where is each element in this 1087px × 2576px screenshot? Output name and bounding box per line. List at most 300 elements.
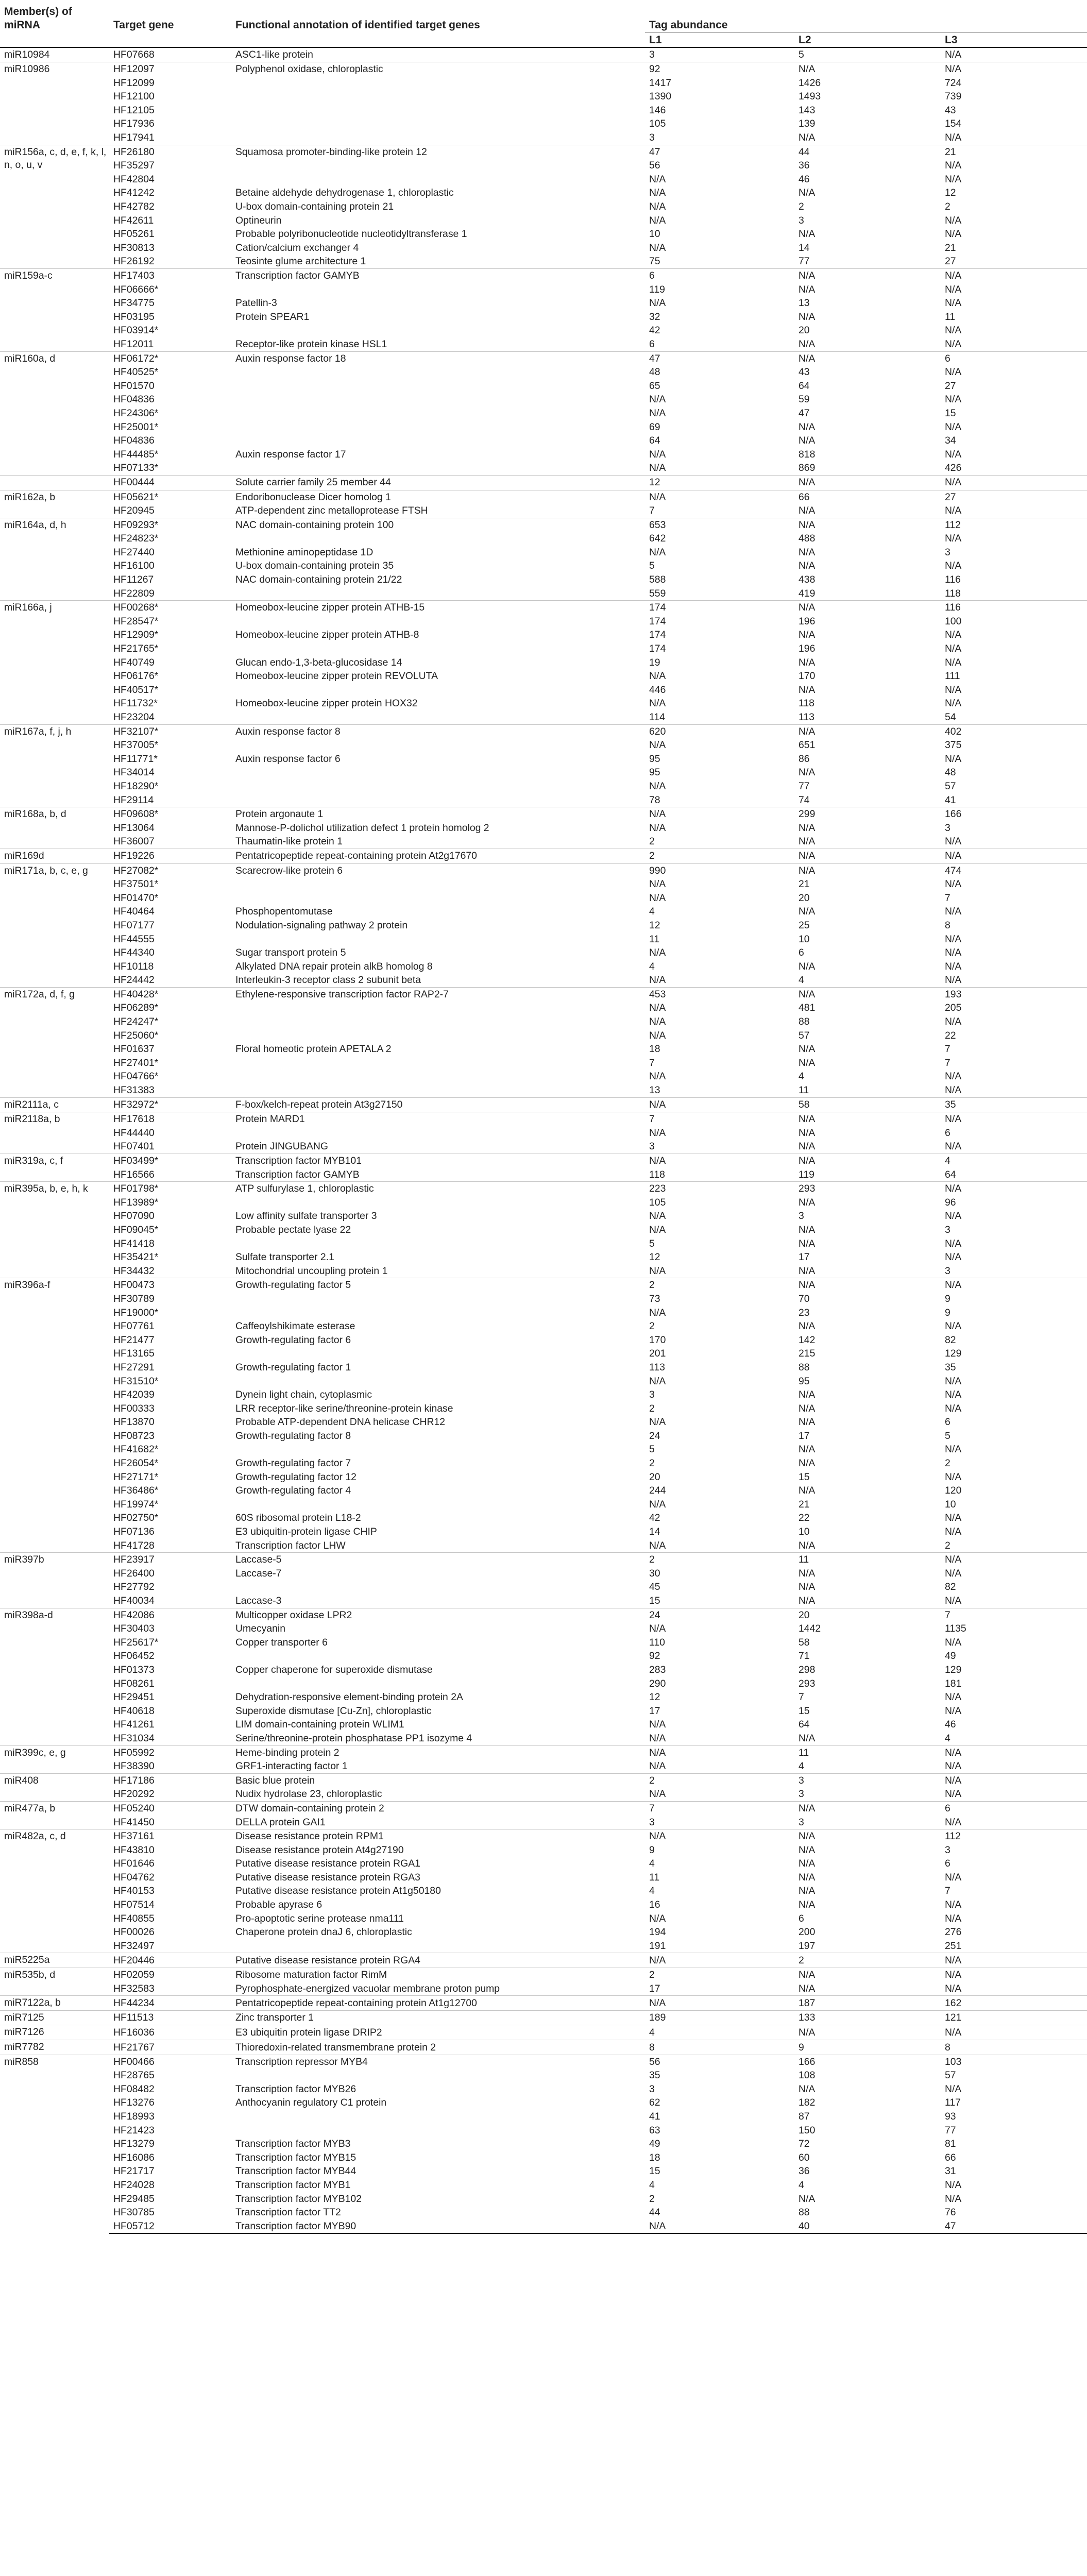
- gene-cell: HF27171*: [113, 1471, 159, 1483]
- gene-cell: HF31510*: [113, 1375, 159, 1387]
- l2-cell: 71: [799, 1650, 810, 1662]
- gene-cell: HF40464: [113, 906, 155, 918]
- l2-cell: N/A: [799, 822, 816, 834]
- table-row: [0, 461, 1087, 475]
- mirna-cell: miR396a-f: [0, 1278, 109, 1553]
- l3-cell: N/A: [945, 1084, 962, 1096]
- gene-cell: HF20292: [113, 1788, 155, 1800]
- annotation-cell: [231, 1292, 645, 1306]
- l3-cell: N/A: [945, 421, 962, 433]
- l1-cell: N/A: [649, 1623, 666, 1635]
- table-row: [0, 1347, 1087, 1361]
- l2-cell: N/A: [799, 1196, 816, 1208]
- l3-cell: 121: [941, 2010, 1087, 2025]
- l1-cell: N/A: [649, 670, 666, 682]
- gene-cell: HF25001*: [113, 421, 159, 433]
- l2-cell: N/A: [794, 269, 941, 283]
- l1-cell: N/A: [649, 1127, 666, 1139]
- annotation-cell: [231, 324, 645, 337]
- gene-cell: HF12011: [113, 338, 154, 350]
- gene-cell: HF00444: [109, 475, 231, 490]
- gene-cell: HF16036: [109, 2025, 231, 2040]
- l2-cell: 142: [799, 1334, 816, 1346]
- l2-cell: 43: [799, 366, 810, 378]
- l3-cell: N/A: [945, 283, 962, 295]
- table-row: [0, 1912, 1087, 1926]
- table-row: [0, 365, 1087, 379]
- gene-cell: HF16086: [113, 2151, 155, 2163]
- annotation-cell: Basic blue protein: [231, 1773, 645, 1787]
- gene-cell: HF27401*: [113, 1057, 159, 1069]
- l3-cell: N/A: [945, 629, 962, 641]
- l1-cell: 56: [649, 160, 660, 172]
- l3-cell: N/A: [945, 1210, 962, 1222]
- l2-cell: 293: [799, 1677, 816, 1689]
- annotation-cell: LIM domain-containing protein WLIM1: [235, 1719, 404, 1731]
- l1-cell: N/A: [645, 1953, 794, 1968]
- l2-cell: 182: [799, 2097, 816, 2109]
- gene-cell: HF31034: [113, 1732, 155, 1744]
- l2-cell: N/A: [799, 1732, 816, 1744]
- gene-cell: HF13165: [113, 1348, 155, 1360]
- l1-cell: 2: [645, 1278, 794, 1292]
- l2-cell: N/A: [794, 863, 941, 877]
- annotation-cell: [231, 1306, 645, 1320]
- l1-cell: 119: [649, 283, 665, 295]
- l3-cell: 3: [945, 1844, 950, 1856]
- l2-cell: 488: [799, 533, 816, 545]
- l1-cell: 3: [649, 1141, 655, 1153]
- annotation-cell: Copper transporter 6: [235, 1636, 328, 1648]
- l3-cell: N/A: [945, 1760, 962, 1772]
- l3-cell: 27: [945, 256, 956, 267]
- l2-cell: 25: [799, 919, 810, 931]
- table-row: [0, 324, 1087, 337]
- l1-cell: 4: [649, 1858, 655, 1870]
- l1-cell: N/A: [649, 1265, 666, 1277]
- annotation-cell: [231, 131, 645, 145]
- annotation-cell: Transcription factor MYB3: [235, 2138, 351, 2150]
- l2-cell: 59: [799, 394, 810, 405]
- gene-cell: HF40855: [113, 1912, 155, 1924]
- table-row: [0, 1996, 1087, 2011]
- gene-cell: HF00333: [113, 1402, 155, 1414]
- l2-cell: 298: [799, 1664, 816, 1675]
- annotation-cell: Probable apyrase 6: [235, 1899, 322, 1911]
- table-row: [0, 2096, 1087, 2110]
- table-row: [0, 1773, 1087, 1787]
- l3-cell: 1135: [945, 1623, 966, 1635]
- gene-cell: HF01637: [113, 1043, 155, 1055]
- table-row: [0, 1278, 1087, 1292]
- table-row: [0, 807, 1087, 821]
- l3-cell: 35: [945, 1361, 956, 1373]
- l1-cell: 110: [649, 1636, 665, 1648]
- l1-cell: 56: [645, 2055, 794, 2069]
- l2-cell: N/A: [799, 1581, 816, 1593]
- annotation-cell: Growth-regulating factor 12: [235, 1471, 356, 1483]
- annotation-cell: Growth-regulating factor 1: [235, 1361, 351, 1373]
- annotation-cell: [231, 532, 645, 546]
- gene-cell: HF34014: [113, 767, 155, 778]
- l1-cell: 2: [645, 849, 794, 863]
- header-row-1: [0, 3, 1087, 32]
- gene-cell: HF19000*: [113, 1307, 159, 1318]
- l2-cell: 20: [794, 1608, 941, 1622]
- table-row: [0, 1484, 1087, 1498]
- table-row: [0, 1443, 1087, 1456]
- l2-cell: N/A: [799, 1402, 816, 1414]
- l2-cell: 4: [799, 1071, 804, 1082]
- l2-cell: 4: [799, 1760, 804, 1772]
- table-row: [0, 1083, 1087, 1097]
- l2-cell: N/A: [799, 1389, 816, 1401]
- l3-cell: 7: [945, 1043, 950, 1055]
- l3-cell: 162: [941, 1996, 1087, 2011]
- l1-cell: 174: [645, 601, 794, 615]
- l2-cell: 70: [799, 1293, 810, 1304]
- table-row: [0, 1375, 1087, 1388]
- gene-cell: HF37005*: [113, 739, 159, 751]
- annotation-cell: Serine/threonine-protein phosphatase PP1 isozyme 4: [235, 1732, 472, 1744]
- l2-cell: 20: [799, 325, 810, 336]
- annotation-cell: Probable ATP-dependent DNA helicase CHR12: [235, 1416, 446, 1428]
- annotation-cell: Transcription factor MYB1: [235, 2179, 351, 2191]
- l2-cell: 64: [799, 380, 810, 392]
- table-row: [0, 1250, 1087, 1264]
- l2-cell: 3: [799, 1788, 804, 1800]
- l1-cell: 8: [645, 2040, 794, 2055]
- l2-cell: N/A: [799, 1858, 816, 1870]
- l1-cell: N/A: [649, 1029, 666, 1041]
- mirna-cell: miR482a, c, d: [0, 1829, 109, 1953]
- l3-cell: N/A: [945, 1595, 962, 1606]
- annotation-cell: Growth-regulating factor 7: [235, 1458, 351, 1469]
- table-row: [0, 1843, 1087, 1857]
- annotation-cell: LRR receptor-like serine/threonine-protein kinase: [235, 1402, 453, 1414]
- annotation-cell: [231, 933, 645, 946]
- l3-cell: 21: [945, 242, 956, 253]
- l1-cell: 24: [649, 1430, 660, 1442]
- l1-cell: 95: [649, 753, 660, 765]
- l3-cell: 22: [945, 1029, 956, 1041]
- gene-cell: HF05240: [109, 1801, 231, 1815]
- l1-cell: 105: [649, 118, 666, 130]
- gene-cell: HF21717: [113, 2165, 155, 2177]
- gene-cell: HF17403: [109, 269, 231, 283]
- gene-cell: HF06176*: [113, 670, 159, 682]
- l3-cell: 205: [945, 1002, 962, 1014]
- annotation-cell: Protein JINGUBANG: [235, 1141, 328, 1153]
- header-target-gene: Target gene: [113, 19, 174, 31]
- table-row: [0, 131, 1087, 145]
- gene-cell: HF34775: [113, 297, 155, 309]
- l3-cell: 117: [945, 2097, 961, 2109]
- l3-cell: 129: [945, 1348, 962, 1360]
- annotation-cell: [231, 393, 645, 406]
- l2-cell: 44: [794, 145, 941, 159]
- l3-cell: 4: [945, 1732, 950, 1744]
- table-row: [0, 1015, 1087, 1029]
- l2-cell: N/A: [799, 435, 816, 447]
- l1-cell: N/A: [649, 546, 666, 558]
- l2-cell: N/A: [799, 187, 816, 199]
- l1-cell: 114: [649, 711, 665, 723]
- table-row: [0, 1209, 1087, 1223]
- table-row: [0, 434, 1087, 448]
- table-row: [0, 1871, 1087, 1885]
- annotation-cell: [231, 683, 645, 697]
- gene-cell: HF26400: [113, 1567, 155, 1579]
- l2-cell: 77: [799, 780, 810, 792]
- annotation-cell: Superoxide dismutase [Cu-Zn], chloroplastic: [235, 1705, 432, 1717]
- table-row: [0, 1154, 1087, 1168]
- gene-cell: HF06289*: [113, 1002, 159, 1014]
- l1-cell: 7: [649, 505, 655, 517]
- annotation-cell: Auxin response factor 17: [235, 448, 346, 460]
- l3-cell: 111: [945, 670, 960, 682]
- gene-cell: HF41418: [113, 1238, 155, 1249]
- l2-cell: N/A: [799, 656, 816, 668]
- l1-cell: 19: [649, 656, 660, 668]
- l2-cell: 15: [799, 1705, 810, 1717]
- l3-cell: N/A: [945, 1238, 962, 1249]
- table-row: [0, 1196, 1087, 1210]
- l2-cell: N/A: [799, 1485, 816, 1497]
- gene-cell: HF11732*: [113, 698, 158, 709]
- annotation-cell: Auxin response factor 8: [231, 724, 645, 738]
- l3-cell: N/A: [945, 974, 962, 986]
- gene-cell: HF25060*: [113, 1029, 159, 1041]
- annotation-cell: [231, 365, 645, 379]
- gene-cell: HF21423: [113, 2124, 155, 2136]
- l3-cell: 154: [945, 118, 962, 130]
- l2-cell: 46: [799, 173, 810, 185]
- annotation-cell: Umecyanin: [235, 1623, 285, 1635]
- l1-cell: 42: [649, 325, 660, 336]
- l2-cell: 166: [794, 2055, 941, 2069]
- gene-cell: HF07401: [113, 1141, 155, 1153]
- table-row: [0, 587, 1087, 601]
- header-functional-annotation: Functional annotation of identified target genes: [235, 19, 480, 31]
- l3-cell: 48: [945, 767, 956, 778]
- l2-cell: N/A: [794, 1801, 941, 1815]
- l2-cell: 1493: [799, 91, 821, 103]
- l3-cell: 57: [945, 2070, 956, 2081]
- l3-cell: 6: [945, 1416, 950, 1428]
- annotation-cell: [231, 2069, 645, 2082]
- l3-cell: 96: [945, 1196, 956, 1208]
- gene-cell: HF24247*: [113, 1016, 159, 1028]
- gene-cell: HF38390: [113, 1760, 155, 1772]
- annotation-cell: Transcription factor MYB101: [231, 1154, 645, 1168]
- l3-cell: 181: [945, 1677, 962, 1689]
- gene-cell: HF01373: [113, 1664, 155, 1675]
- mirna-cell: miR167a, f, j, h: [0, 724, 109, 807]
- annotation-cell: [231, 877, 645, 891]
- l1-cell: 3: [649, 49, 655, 60]
- table-row: [0, 145, 1087, 159]
- l1-cell: 4: [649, 2179, 655, 2191]
- l1-cell: N/A: [649, 448, 666, 460]
- l2-cell: N/A: [799, 2193, 816, 2205]
- annotation-cell: Disease resistance protein At4g27190: [235, 1844, 404, 1856]
- gene-cell: HF23917: [109, 1553, 231, 1567]
- mirna-cell: miR5225a: [0, 1953, 109, 1968]
- l1-cell: N/A: [649, 173, 666, 185]
- table-row: [0, 1168, 1087, 1182]
- l2-cell: 2: [799, 201, 804, 213]
- l1-cell: N/A: [649, 1016, 666, 1028]
- gene-cell: HF40034: [113, 1595, 155, 1606]
- gene-cell: HF20446: [109, 1953, 231, 1968]
- annotation-cell: Transcription factor TT2: [235, 2207, 341, 2218]
- l2-cell: 17: [799, 1251, 810, 1263]
- annotation-cell: Nodulation-signaling pathway 2 protein: [235, 919, 408, 931]
- annotation-cell: GRF1-interacting factor 1: [235, 1760, 348, 1772]
- annotation-cell: Mitochondrial uncoupling protein 1: [235, 1265, 388, 1277]
- table-row: [0, 379, 1087, 393]
- l1-cell: 11: [649, 1871, 660, 1883]
- gene-cell: HF08482: [113, 2083, 155, 2095]
- annotation-cell: Thioredoxin-related transmembrane protein 2: [231, 2040, 645, 2055]
- annotation-cell: [231, 1237, 645, 1251]
- l3-cell: 81: [945, 2138, 956, 2150]
- l2-cell: N/A: [799, 960, 816, 972]
- gene-cell: HF32107*: [109, 724, 231, 738]
- gene-cell: HF35297: [113, 160, 155, 172]
- table-body: [0, 47, 1087, 2234]
- table-row: [0, 1223, 1087, 1237]
- annotation-cell: [231, 793, 645, 807]
- l3-cell: N/A: [941, 2025, 1087, 2040]
- l3-cell: N/A: [945, 1016, 962, 1028]
- gene-cell: HF26054*: [113, 1458, 159, 1469]
- l1-cell: 63: [649, 2124, 660, 2136]
- table-row: [0, 2137, 1087, 2151]
- table-row: [0, 448, 1087, 462]
- l3-cell: 724: [945, 77, 962, 89]
- annotation-cell: [231, 779, 645, 793]
- l3-cell: N/A: [945, 448, 962, 460]
- gene-cell: HF41728: [113, 1539, 155, 1551]
- annotation-cell: Mannose-P-dolichol utilization defect 1 protein homolog 2: [235, 822, 489, 834]
- l1-cell: 201: [649, 1348, 666, 1360]
- l1-cell: 75: [649, 256, 660, 267]
- gene-cell: HF42039: [113, 1389, 155, 1401]
- l1-cell: 2: [649, 836, 655, 848]
- l1-cell: 15: [649, 2165, 660, 2177]
- gene-cell: HF21765*: [113, 643, 159, 655]
- annotation-cell: Caffeoylshikimate esterase: [235, 1320, 355, 1332]
- l1-cell: 13: [649, 1084, 660, 1096]
- l1-cell: 14: [649, 1526, 660, 1538]
- mirna-cell: miR535b, d: [0, 1968, 109, 1996]
- table-row: [0, 1968, 1087, 1982]
- table-row: [0, 200, 1087, 214]
- l3-cell: N/A: [945, 1375, 962, 1387]
- l2-cell: 4: [799, 2179, 804, 2191]
- l3-cell: N/A: [945, 684, 962, 696]
- l3-cell: N/A: [945, 394, 962, 405]
- l2-cell: N/A: [799, 906, 816, 918]
- annotation-cell: Phosphopentomutase: [235, 906, 333, 918]
- l1-cell: N/A: [649, 242, 666, 253]
- l1-cell: 5: [649, 1444, 655, 1455]
- l1-cell: N/A: [649, 214, 666, 226]
- annotation-cell: [231, 1056, 645, 1070]
- gene-cell: HF30813: [113, 242, 155, 253]
- table-row: [0, 90, 1087, 104]
- annotation-cell: Polyphenol oxidase, chloroplastic: [231, 62, 645, 76]
- l1-cell: 95: [649, 767, 660, 778]
- table-row: [0, 1319, 1087, 1333]
- annotation-cell: [231, 891, 645, 905]
- l2-cell: 143: [799, 104, 816, 116]
- annotation-cell: Endoribonuclease Dicer homolog 1: [231, 490, 645, 504]
- l1-cell: N/A: [649, 739, 666, 751]
- l1-cell: N/A: [649, 1375, 666, 1387]
- table-row: [0, 697, 1087, 710]
- l1-cell: 47: [645, 145, 794, 159]
- annotation-cell: Probable pectate lyase 22: [235, 1224, 351, 1235]
- l3-cell: 77: [945, 2124, 956, 2136]
- annotation-cell: [231, 283, 645, 297]
- table-row: [0, 1690, 1087, 1704]
- table-row: [0, 891, 1087, 905]
- gene-cell: HF08723: [113, 1430, 155, 1442]
- l3-cell: 27: [945, 380, 956, 392]
- table-row: [0, 1498, 1087, 1512]
- l3-cell: 118: [945, 587, 961, 599]
- gene-cell: HF20945: [113, 505, 155, 517]
- l1-cell: 3: [649, 2083, 655, 2095]
- l3-cell: 116: [945, 574, 961, 586]
- l3-cell: N/A: [945, 933, 962, 945]
- table-row: [0, 683, 1087, 697]
- l1-cell: 5: [649, 1238, 655, 1249]
- table-row: [0, 849, 1087, 863]
- table-row: [0, 475, 1087, 490]
- annotation-cell: Putative disease resistance protein RGA4: [231, 1953, 645, 1968]
- table-row: [0, 1704, 1087, 1718]
- l1-cell: 3: [649, 1816, 655, 1828]
- gene-cell: HF00026: [113, 1926, 155, 1938]
- l1-cell: 12: [649, 1691, 660, 1703]
- table-row: [0, 255, 1087, 268]
- gene-cell: HF32583: [113, 1982, 155, 1994]
- annotation-cell: F-box/kelch-repeat protein At3g27150: [231, 1097, 645, 1112]
- mirna-cell: miR858: [0, 2055, 109, 2233]
- mirna-cell: miR408: [0, 1773, 109, 1801]
- l3-cell: 7: [945, 892, 950, 904]
- l3-cell: 34: [945, 435, 956, 447]
- l2-cell: 818: [799, 448, 816, 460]
- annotation-cell: Anthocyanin regulatory C1 protein: [235, 2097, 387, 2109]
- annotation-cell: [231, 2110, 645, 2124]
- annotation-cell: Ethylene-responsive transcription factor RAP2-7: [231, 987, 645, 1001]
- gene-cell: HF09293*: [109, 518, 231, 532]
- l2-cell: N/A: [799, 767, 816, 778]
- gene-cell: HF34432: [113, 1265, 155, 1277]
- l1-cell: 191: [649, 1940, 666, 1952]
- annotation-cell: Growth-regulating factor 6: [235, 1334, 351, 1346]
- l1-cell: 2: [649, 1458, 655, 1469]
- l3-cell: 54: [945, 711, 956, 723]
- table-row: [0, 269, 1087, 283]
- l3-cell: N/A: [945, 214, 962, 226]
- l2-cell: N/A: [799, 2083, 816, 2095]
